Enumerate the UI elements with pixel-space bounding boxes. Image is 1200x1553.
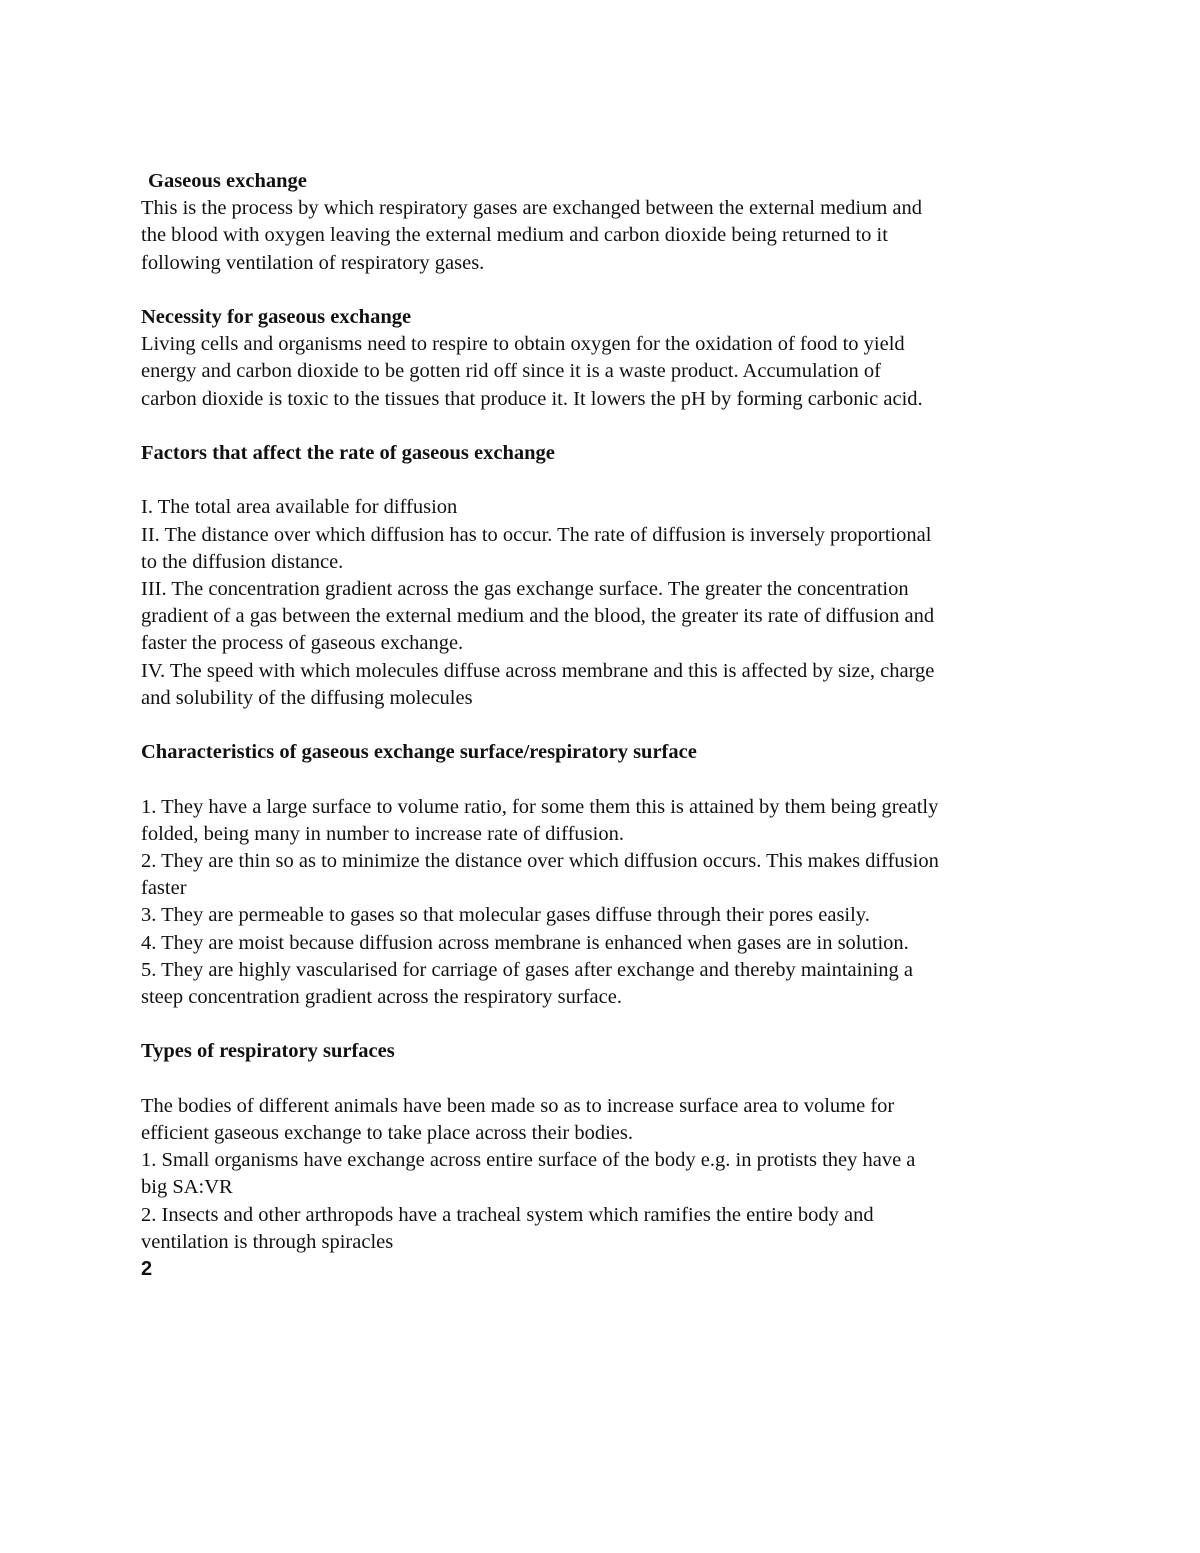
list-line: steep concentration gradient across the respiratory surface.	[141, 986, 622, 1009]
list-line: ventilation is through spiracles	[141, 1230, 394, 1253]
document-page	[141, 168, 1071, 1283]
document-title: Gaseous exchange	[148, 170, 307, 192]
intro-paragraph	[141, 195, 1071, 277]
characteristics-list	[141, 794, 1071, 1012]
spacer	[141, 766, 1071, 793]
list-line: 3. They are permeable to gases so that molecular gases diffuse through their pores easily.	[141, 904, 870, 927]
list-line: big SA:VR	[141, 1176, 233, 1199]
list-line: 1. Small organisms have exchange across entire surface of the body e.g. in protists they have a	[141, 1149, 916, 1172]
list-line: 1. They have a large surface to volume ratio, for some them this is attained by them being greatly	[141, 795, 939, 818]
list-line: faster	[141, 877, 187, 900]
text-line: This is the process by which respiratory gases are exchanged between the external medium and	[141, 197, 923, 220]
list-line: 2. Insects and other arthropods have a tracheal system which ramifies the entire body and	[141, 1203, 874, 1226]
text-line: the blood with oxygen leaving the external medium and carbon dioxide being returned to it	[141, 224, 888, 247]
page-number: 2	[141, 1258, 153, 1281]
list-line: II. The distance over which diffusion has to occur. The rate of diffusion is inversely proportional	[141, 523, 932, 546]
factors-list	[141, 494, 1071, 712]
list-line: IV. The speed with which molecules diffuse across membrane and this is affected by size, charge	[141, 659, 935, 682]
text-line: Living cells and organisms need to respire to obtain oxygen for the oxidation of food to yield	[141, 333, 905, 356]
section-heading-factors: Factors that affect the rate of gaseous exchange	[141, 442, 555, 464]
list-line: efficient gaseous exchange to take place across their bodies.	[141, 1122, 633, 1144]
list-line: to the diffusion distance.	[141, 550, 344, 573]
section-heading-characteristics: Characteristics of gaseous exchange surface/respiratory surface	[141, 741, 697, 764]
list-line: The bodies of different animals have been made so as to increase surface area to volume for	[141, 1094, 895, 1117]
list-line: 5. They are highly vascularised for carriage of gases after exchange and thereby maintaining a	[141, 958, 914, 981]
spacer	[141, 1066, 1071, 1093]
spacer	[141, 413, 1071, 440]
list-line: 2. They are thin so as to minimize the distance over which diffusion occurs. This makes diffusion	[141, 850, 939, 872]
list-line: III. The concentration gradient across the gas exchange surface. The greater the concentration	[141, 578, 909, 600]
types-list	[141, 1093, 1071, 1256]
spacer	[141, 277, 1071, 304]
spacer	[141, 1011, 1071, 1038]
list-line: and solubility of the diffusing molecules	[141, 686, 473, 709]
section-heading-types: Types of respiratory surfaces	[141, 1040, 395, 1063]
section-heading-necessity: Necessity for gaseous exchange	[141, 306, 412, 328]
text-line: energy and carbon dioxide to be gotten rid off since it is a waste product. Accumulation of	[141, 360, 881, 383]
spacer	[141, 467, 1071, 494]
spacer	[141, 712, 1071, 739]
list-line: 4. They are moist because diffusion across membrane is enhanced when gases are in solution.	[141, 931, 909, 954]
list-line: gradient of a gas between the external medium and the blood, the greater its rate of diffusion and	[141, 605, 935, 628]
text-line: carbon dioxide is toxic to the tissues that produce it. It lowers the pH by forming carbonic acid.	[141, 387, 923, 410]
list-line: I. The total area available for diffusion	[141, 496, 458, 519]
list-line: faster the process of gaseous exchange.	[141, 632, 464, 655]
necessity-paragraph	[141, 331, 1071, 413]
list-line: folded, being many in number to increase rate of diffusion.	[141, 822, 624, 845]
text-line: following ventilation of respiratory gases.	[141, 251, 485, 274]
